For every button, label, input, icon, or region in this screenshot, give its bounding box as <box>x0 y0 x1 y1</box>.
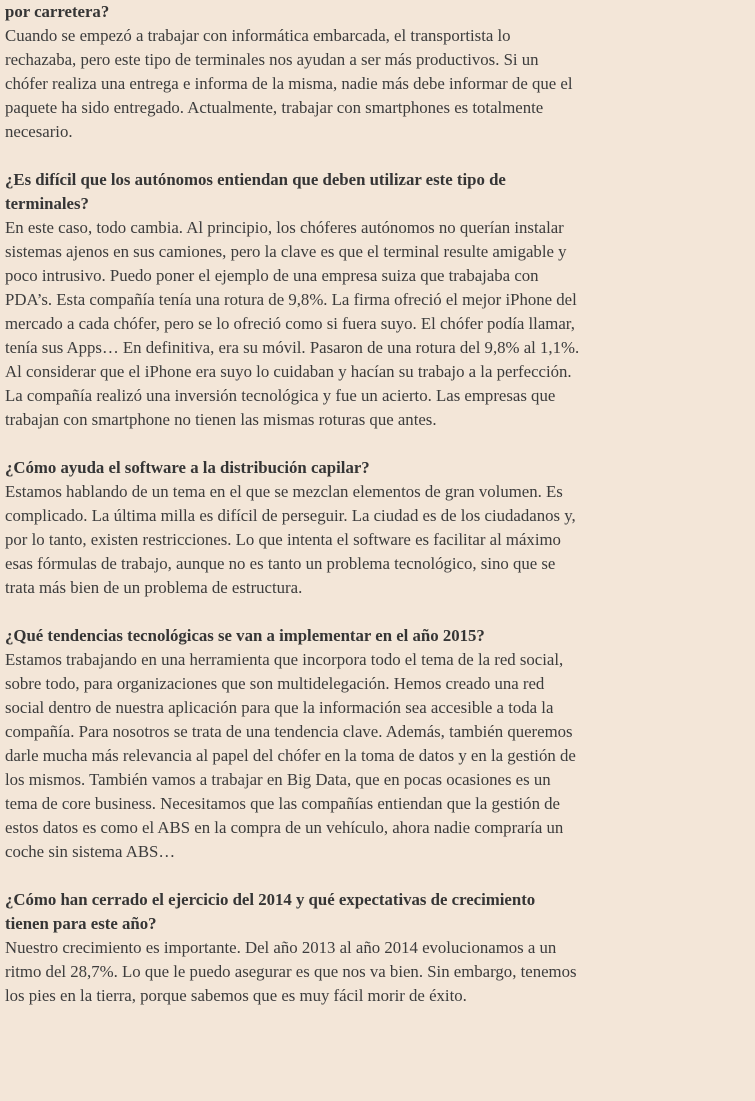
qa-block <box>5 0 580 144</box>
question-heading: ¿Cómo ayuda el software a la distribución capilar? <box>5 458 370 477</box>
qa-block <box>5 888 580 1008</box>
qa-block <box>5 624 580 864</box>
question-heading: ¿Cómo han cerrado el ejercicio del 2014 y qué expectativas de crecimiento tienen para este año? <box>5 890 536 933</box>
answer-paragraph: Cuando se empezó a trabajar con informática embarcada, el transportista lo rechazaba, pero este tipo de terminales nos ayudan a ser más productivos. Si un chófer realiza una entrega e informa de la misma, nadie más debe informar de que el paquete ha sido entregado. Actualmente, trabajar con smartphones es totalmente necesario. <box>5 26 573 141</box>
qa-block <box>5 456 580 600</box>
question-heading: por carretera? <box>5 2 110 21</box>
answer-paragraph: En este caso, todo cambia. Al principio, los chóferes autónomos no querían instalar sistemas ajenos en sus camiones, pero la clave es que el terminal resulte amigable y poco intrusivo. Puedo poner el ejemplo de una empresa suiza que trabajaba con PDA’s. Esta compañía tenía una rotura de 9,8%. La firma ofreció el mejor iPhone del mercado a cada chófer, pero se lo ofreció como si fuera suyo. El chófer podía llamar, tenía sus Apps… En definitiva, era su móvil. Pasaron de una rotura del 9,8% al 1,1%. Al considerar que el iPhone era suyo lo cuidaban y hacían su trabajo a la perfección. La compañía realizó una inversión tecnológica y fue un acierto. Las empresas que trabajan con smartphone no tienen las mismas roturas que antes. <box>5 218 580 429</box>
answer-paragraph: Estamos hablando de un tema en el que se mezclan elementos de gran volumen. Es complicado. La última milla es difícil de perseguir. La ciudad es de los ciudadanos y, por lo tanto, existen restricciones. Lo que intenta el software es facilitar al máximo esas fórmulas de trabajo, aunque no es tanto un problema tecnológico, sino que se trata más bien de un problema de estructura. <box>5 482 576 597</box>
answer-paragraph: Nuestro crecimiento es importante. Del año 2013 al año 2014 evolucionamos a un ritmo del 28,7%. Lo que le puedo asegurar es que nos va bien. Sin embargo, tenemos los pies en la tierra, porque sabemos que es muy fácil morir de éxito. <box>5 938 577 1005</box>
question-heading: ¿Es difícil que los autónomos entiendan que deben utilizar este tipo de terminales? <box>5 170 506 213</box>
question-heading: ¿Qué tendencias tecnológicas se van a implementar en el año 2015? <box>5 626 485 645</box>
qa-block <box>5 168 580 432</box>
answer-paragraph: Estamos trabajando en una herramienta que incorpora todo el tema de la red social, sobre todo, para organizaciones que son multidelegación. Hemos creado una red social dentro de nuestra aplicación para que la información sea accesible a toda la compañía. Para nosotros se trata de una tendencia clave. Además, también queremos darle mucha más relevancia al papel del chófer en la toma de datos y en la gestión de los mismos. También vamos a trabajar en Big Data, que en pocas ocasiones es un tema de core business. Necesitamos que las compañías entiendan que la gestión de estos datos es como el ABS en la compra de un vehículo, ahora nadie compraría un coche sin sistema ABS… <box>5 650 576 861</box>
